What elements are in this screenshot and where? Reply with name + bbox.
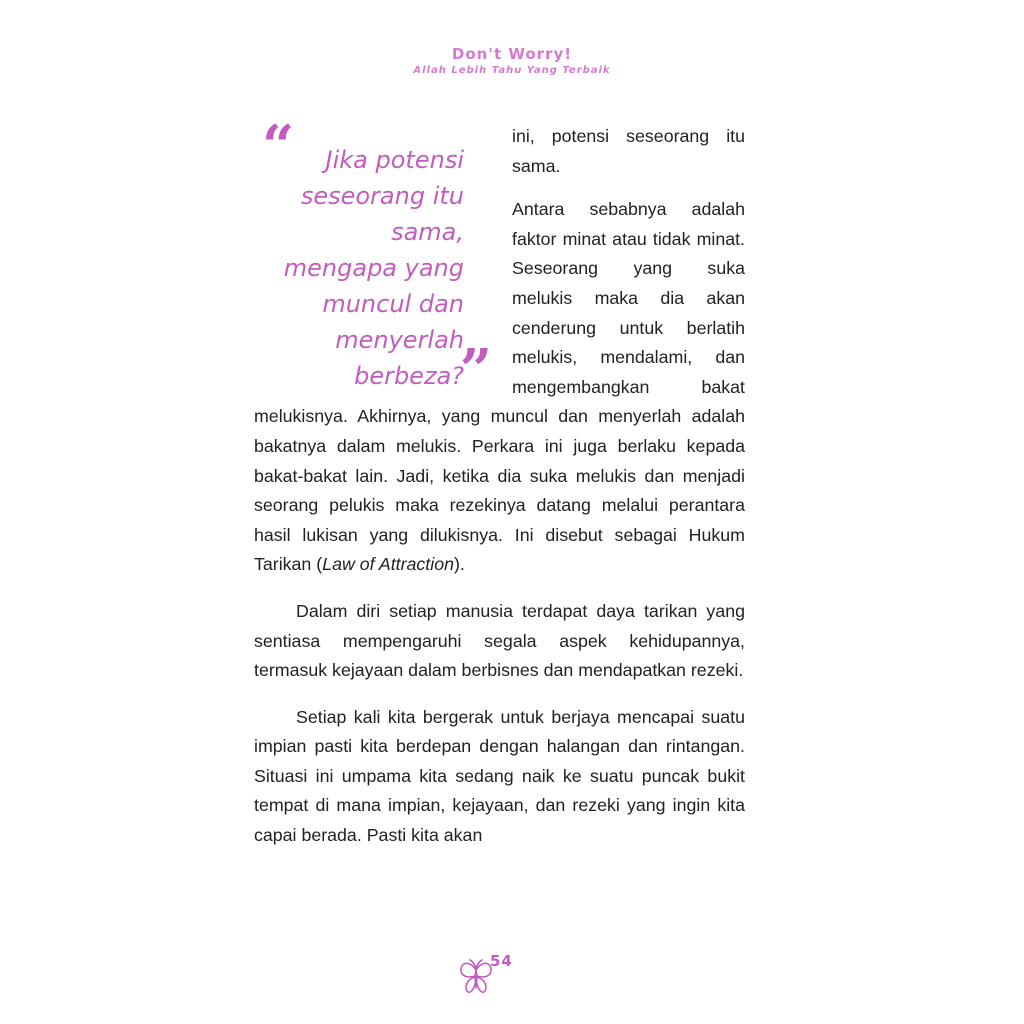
- pull-quote: [254, 113, 494, 403]
- paragraph-2-italic: Law of Attraction: [322, 554, 454, 575]
- open-quote-mark: “: [262, 113, 295, 179]
- butterfly-icon: [458, 958, 494, 996]
- book-subtitle: Allah Lebih Tahu Yang Terbaik: [413, 65, 611, 76]
- paragraph-2-end: ).: [453, 554, 465, 575]
- page-number: 54: [490, 952, 513, 970]
- running-header: [0, 44, 1024, 78]
- paragraph-4: Setiap kali kita bergerak untuk berjaya mencapai suatu impian pasti kita berdepan dengan halangan dan rintangan. Situasi ini umpama kita sedang naik ke suatu puncak bukit tempat di mana impian, kejayaan, dan rezeki yang ingin kita capai berada. Pasti kita akan: [254, 706, 745, 846]
- paragraph-2-text: Antara sebabnya adalah faktor minat atau tidak minat. Seseorang yang suka melukis maka dia akan cenderung untuk berlatih melukis, mendalami, dan mengembangkan bakat melukisnya. Akhirnya, yang muncul dan menyerlah adalah bakatnya dalam melukis. Perkara ini juga berlaku kepada bakat-bakat lain. Jadi, ketika dia suka melukis dan menjadi seorang pelukis maka rezekinya datang melalui perantara hasil lukisan yang dilukisnya. Ini disebut sebagai Hukum Tarikan (: [254, 199, 745, 575]
- book-title: Don't Worry!: [451, 45, 573, 63]
- pull-quote-text: Jika potensi seseorang itu sama, mengapa yang muncul dan menyerlah berbeza?: [283, 146, 464, 390]
- close-quote-mark: ”: [459, 337, 492, 403]
- paragraph-1: ini, potensi seseorang itu sama.: [512, 126, 745, 176]
- page-footer: [454, 950, 534, 1000]
- paragraph-3: Dalam diri setiap manusia terdapat daya tarikan yang sentiasa mempengaruhi segala aspek kehidupannya, termasuk kejayaan dalam berbisnes dan mendapatkan rezeki.: [254, 600, 745, 681]
- body-text: [254, 113, 745, 868]
